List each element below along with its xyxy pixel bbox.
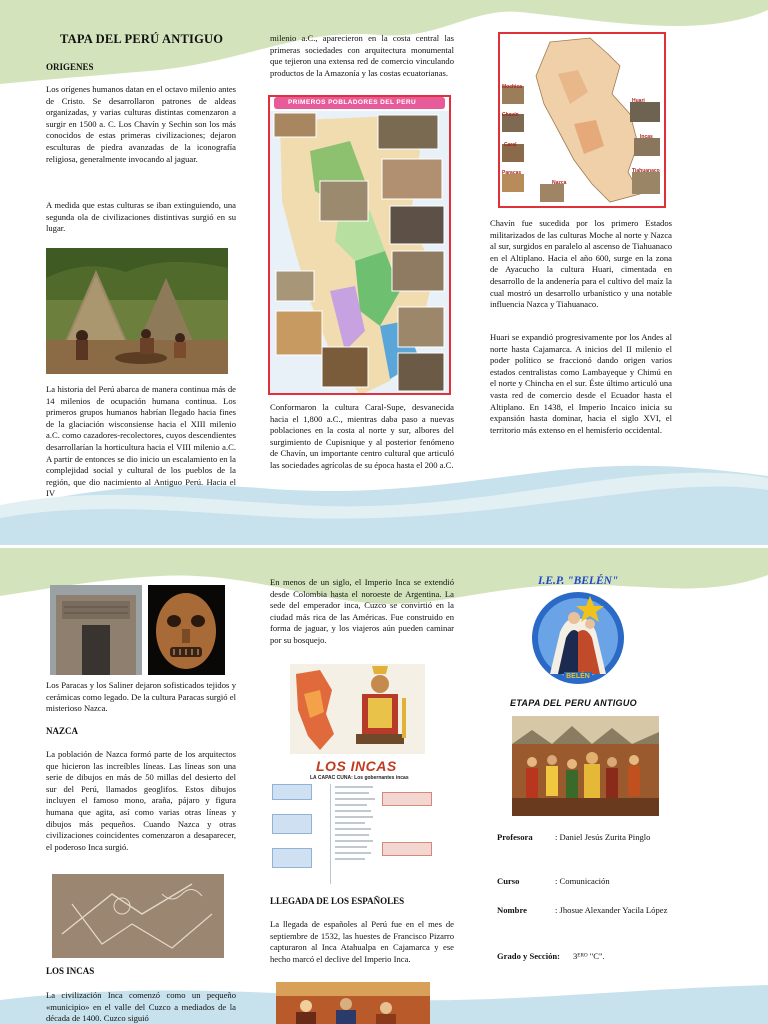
- field-label: Grado y Sección:: [497, 951, 561, 961]
- field-curso: [497, 876, 677, 890]
- poster-title: PRIMEROS POBLADORES DEL PERU: [288, 99, 417, 106]
- map-label-mochica: Mochica: [502, 84, 523, 90]
- huari-paragraph: Huari se expandió progresivamente por los Andes al norte hasta Cajamarca. A inicios del II milenio el poder político se fraccionó dando origen varios estados centralistas como Lambayeque y Chimú en el norte y Chincha en el sur. Éste último articuló una vasta red de comercio desde el Ecuador hasta el Altiplano. En 1438, el Imperio Incaico inicia su expansión hasta dominar, hacia el siglo XVI, el territorio más extenso en el hemisferio occidental.: [490, 332, 672, 435]
- incas-rulers-chart: [270, 756, 435, 886]
- field-label: Curso: [497, 876, 520, 886]
- logo-label: BELÉN: [566, 673, 590, 680]
- primeros-pobladores-poster: [268, 95, 451, 395]
- field-value: : Daniel Jesús Zurita Pinglo: [555, 832, 651, 842]
- historia-paragraph: La historia del Perú abarca de manera continua más de 14 milenios de ocupación humana continua. Los primeros grupos humanos habrían llegado hacia fines de la glaciación wisconsiense hacia el XIII milenio a.C. como cazadores-recolectores, cuyos descendientes desarrollarían la horticultura hacia el VIII milenio a.C. A partir de entonces se dio inicio un escalamiento en la complejidad social y cultural de los pueblos de la región, que dio nacimiento al Antiguo Perú. Hacia el IV: [46, 384, 236, 499]
- incas-paragraph: La civilización Inca comenzó como un pequeño «municipio» en el valle del Cuzco a mediados de la década de 1400. Cuzco siguió: [46, 990, 236, 1024]
- paracas-paragraph: Los Paracas y los Saliner dejaron sofisticados tejidos y cerámicas como legado. De la cultura Paracas surgió el misterioso Nazca.: [46, 680, 236, 714]
- inca-procession-painting: [512, 716, 659, 816]
- map-label-incas: Incas: [640, 134, 653, 140]
- field-label: Nombre: [497, 905, 527, 915]
- inca-emperor-illustration: [290, 664, 425, 754]
- field-grado: [497, 951, 677, 965]
- nazca-heading: NAZCA: [46, 726, 79, 736]
- field-value: : Comunicación: [555, 876, 610, 886]
- origenes-paragraph-1: Los orígenes humanos datan en el octavo milenio antes de Cristo. Se desarrollaron patrones de aldeas organizadas, y varias culturas distintas comenzaron a surgir en 1500 a. C. Los Chavín y Sechin son los más conocidos de estas primeras civilizaciones; dejaron esculturas de piedra avanzadas de la iconografía religiosa, generalmente invocando al jaguar.: [46, 84, 236, 164]
- field-nombre: [497, 905, 677, 931]
- incas-heading: LOS INCAS: [46, 966, 95, 976]
- stone-head-photo: [148, 585, 225, 675]
- page-title: TAPA DEL PERÚ ANTIGUO: [60, 32, 224, 46]
- origenes-paragraph-2: A medida que estas culturas se iban extinguiendo, una segunda ola de civilizaciones distintivas surgió en su lugar.: [46, 200, 236, 234]
- gateway-of-sun-photo: [50, 585, 142, 675]
- field-value: 3ᴱᴿᴼ "C".: [573, 951, 605, 961]
- map-label-huari: Huari: [632, 98, 645, 104]
- chavin-paragraph: Chavín fue sucedida por los primero Estados militarizados de las culturas Moche al norte y Nazca al sur, surgidos en paralelo al ascenso de Tiahuanaco en el Altiplano. Hacia el año 600, surge en la zona de Ayacucho la cultura Huari, cimentada en desarrollo de la andenería para el cultivo del maíz la cual mostró un desarrollo urbanístico y una notable influencia Nazca y Tiahuanaco.: [490, 218, 672, 310]
- field-profesora: [497, 832, 677, 858]
- map-label-paracas: Paracas: [502, 170, 522, 176]
- nazca-paragraph: La población de Nazca formó parte de los arquitectos que hicieron las increíbles líneas. Las líneas son una serie de dibujos en más de 50 millas del desierto del sur del Perú, llamados geoglifos. Estos dibujos incluyen el famoso mono, araña, pájaro y figura humana que agita, así como varias otras líneas y dibujos más pequeños. Cuando Nazca y otras civilizaciones coincidentes comenzaron a desaparecer, el poderoso Inca surgió.: [46, 749, 236, 852]
- map-label-chavin: Chavín: [502, 112, 519, 118]
- espanoles-heading: LLEGADA DE LOS ESPAÑOLES: [270, 896, 405, 906]
- field-label: Profesora: [497, 832, 533, 842]
- etapa-title: ETAPA DEL PERU ANTIGUO: [510, 698, 637, 708]
- nazca-lines-photo: [52, 874, 224, 958]
- incas-chart-subtitle: LA CAPAC CUNA: Los gobernantes incas: [310, 775, 409, 781]
- conquest-painting: [276, 982, 430, 1024]
- school-logo: [530, 592, 626, 688]
- espanoles-paragraph: La llegada de españoles al Perú fue en el mes de septiembre de 1532, las huestes de Francisco Pizarro capturaron al Inca Atahualpa en Cajamarca y ese hecho marcó el declive del Imperio Inca.: [270, 919, 454, 964]
- caral-huts-photo: [46, 248, 228, 374]
- map-label-caral: Caral: [504, 142, 517, 148]
- incas-chart-title: LOS INCAS: [316, 758, 397, 774]
- caral-paragraph: Conformaron la cultura Caral-Supe, desvanecida hacia el 1,800 a.C., mientras daba paso a nuevas poblaciones en la costa al norte y sur, albores del surgimiento de Cupisnique y al posterior fenómeno de Chavín, un importante centro cultural que articuló las sociedades agrícolas de su época hasta el 200 a.C.: [270, 402, 454, 470]
- map-label-nazca: Nazca: [552, 180, 567, 186]
- cultures-map: [498, 32, 666, 208]
- imperio-paragraph: En menos de un siglo, el Imperio Inca se extendió desde Colombia hasta el noroeste de Argentina. La sede del emperador inca, Cuzco se convirtió en la ciudad más rica de las Américas. Fue construido en forma de jaguar, y los viajeros aún pueden caminar por su bosquejo.: [270, 577, 454, 645]
- school-name: I.E.P. "BELÉN": [538, 575, 619, 587]
- field-value: : Jhosue Alexander Yacila López: [555, 905, 668, 915]
- origenes-heading: ORIGENES: [46, 62, 94, 72]
- milenio-paragraph: milenio a.C., aparecieron en la costa central las primeras sociedades con arquitectura monumental que tejieron una extensa red de comercio vinculando productos de la Amazonía y las costas ecuatorianas.: [270, 33, 454, 78]
- map-label-tiahuanaco: Tiahuanaco: [632, 168, 660, 174]
